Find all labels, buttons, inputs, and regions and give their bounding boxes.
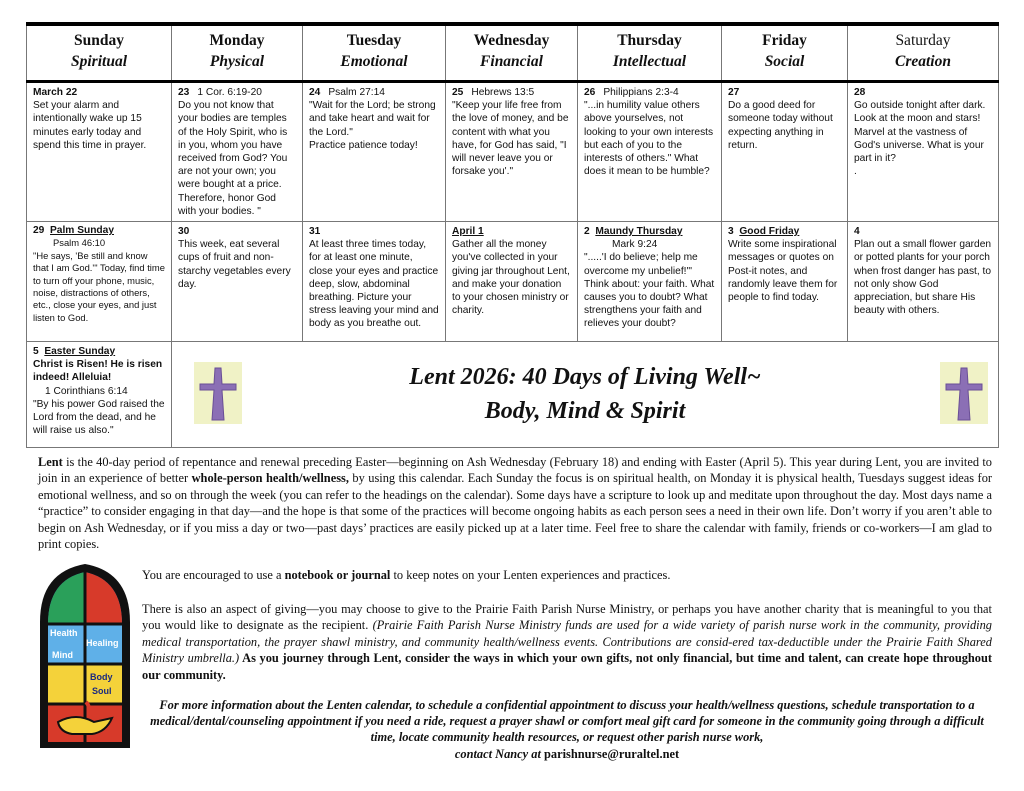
header-tuesday: Tuesday Emotional: [303, 24, 446, 82]
svg-text:Soul: Soul: [92, 686, 112, 696]
day-cell-4: 4 Plan out a small flower garden or potted plants for your porch when frost danger has past, to not only show God appreciation, but share His beauty with others.: [848, 222, 999, 342]
day-cell-23: 23 1 Cor. 6:19-20 Do you not know that your bodies are temples of the Holy Spirit, who is in you, whom you have received from God? You are not your own; you were bought at a price. Therefore, honor God with your bodies. ": [172, 82, 303, 222]
day-cell-24: 24 Psalm 27:14 "Wait for the Lord; be strong and take heart and wait for the Lord." Practice patience today!: [303, 82, 446, 222]
calendar-week-3: [27, 342, 999, 448]
lent-calendar: [26, 22, 999, 448]
day-cell-march-22: March 22 Set your alarm and intentionally wake up 15 minutes early today and spend this time in prayer.: [27, 82, 172, 222]
header-friday: Friday Social: [722, 24, 848, 82]
day-cell-30: 30 This week, eat several cups of fruit and non-starchy vegetables every day.: [172, 222, 303, 342]
contact-paragraph: For more information about the Lenten calendar, to schedule a confidential appointment to discuss your health/wellness questions, schedule transportation to a medical/dental/counseling appointment if you need a ride, request a prayer shawl or comfort meal gift card for someone in the community going through a difficult time, locate community health resources, or request other parish nurse work, contact Nancy at parishnurse@ruraltel.net: [150, 698, 984, 761]
day-cell-29: 29 Palm Sunday Psalm 46:10 "He says, 'Be still and know that I am God.'" Today, find time to turn off your phone, music, noise, distractions of others, etc., close your eyes, and just listen to God.: [27, 222, 172, 342]
svg-text:Healing: Healing: [86, 638, 119, 648]
day-cell-25: 25 Hebrews 13:5 "Keep your life free from the love of money, and be content with what you have, for God has said, "I will never leave you or forsake you'.": [446, 82, 578, 222]
banner-title: Lent 2026: 40 Days of Living Well~ Body, Mind & Spirit: [409, 364, 761, 425]
svg-text:Body: Body: [90, 672, 113, 682]
giving-paragraph: There is also an aspect of giving—you may choose to give to the Prairie Faith Parish Nurse Ministry, or perhaps you have another charity that is meaningful to you that you would like to designate as the recipient. (Prairie Faith Parish Nurse Ministry funds are used for a wide variety of parish nurse work in the community, providing medical transportation, the prayer shawl ministry, and community health/wellness events. Contributions are consid-ered tax-deductible under the Prairie Faith Shared Ministry umbrella.) As you journey through Lent, consider the ways in which your own gifts, not only financial, but time and talent, can create hope throughout our community.: [142, 602, 993, 682]
day-cell-april-1: April 1 Gather all the money you've collected in your giving jar throughout Lent, and make your donation to your chosen ministry or charity.: [446, 222, 578, 342]
header-monday: Monday Physical: [172, 24, 303, 82]
lent-banner: [172, 342, 999, 448]
day-cell-3: 3 Good Friday Write some inspirational messages or quotes on Post-it notes, and randomly leave them for people to find today.: [722, 222, 848, 342]
stained-glass-window-icon: [36, 562, 134, 750]
journal-paragraph: You are encouraged to use a notebook or journal to keep notes on your Lenten experiences and practices.: [142, 568, 671, 582]
day-cell-31: 31 At least three times today, for at least one minute, close your eyes and practice deep, slow, abdominal breathing. Picture your stress leaving your mind and body as you breathe out.: [303, 222, 446, 342]
day-cell-28: 28 Go outside tonight after dark. Look at the moon and stars! Marvel at the vastness of God's universe. What is your part in it? .: [848, 82, 999, 222]
day-cell-26: 26 Philippians 2:3-4 "...in humility value others above yourselves, not looking to your own interests but each of you to the interests of others." What does it mean to be humble?: [578, 82, 722, 222]
header-wednesday: Wednesday Financial: [446, 24, 578, 82]
day-cell-easter: 5 Easter Sunday Christ is Risen! He is risen indeed! Alleluia! 1 Corinthians 6:14 "By his power God raised the Lord from the dead, and he will raise us also.": [27, 342, 172, 448]
header-sunday: Sunday Spiritual: [27, 24, 172, 82]
calendar-header-row: [27, 24, 999, 82]
day-cell-2: 2 Maundy Thursday Mark 9:24 ".....'I do believe; help me overcome my unbelief!'" Think about: your faith. What causes you to doubt? What strengthens your faith and relieves your doubt?: [578, 222, 722, 342]
contact-email: parishnurse@ruraltel.net: [544, 746, 680, 761]
calendar-week-1: [27, 82, 999, 222]
svg-text:Health: Health: [50, 628, 78, 638]
header-saturday: Saturday Creation: [848, 24, 999, 82]
header-thursday: Thursday Intellectual: [578, 24, 722, 82]
cross-icon-right: [940, 362, 988, 424]
calendar-week-2: [27, 222, 999, 342]
svg-text:Mind: Mind: [52, 650, 73, 660]
day-cell-27: 27 Do a good deed for someone today without expecting anything in return.: [722, 82, 848, 222]
intro-paragraph: Lent is the 40-day period of repentance and renewal preceding Easter—beginning on Ash Wednesday (February 18) and ending with Easter (April 5). This year during Lent, you are invited to join in an experience of better whole-person health/wellness, by using this calendar. Each Sunday the focus is on spiritual health, on Monday it is physical health, Tuesdays suggest ideas for emotional wellness, and so on through the week (you can refer to the headings on the calendar). Some days have a scripture to look up and meditate upon throughout the day. Most days name a “practice” to consider engaging in that day—and the hope is that some of the practices will become ongoing habits as each person sees a need in their own life. Don’t worry if you aren’t able to begin on Ash Wednesday, or if you miss a day or two—past days’ practices are easily picked up at a later time. Feel free to share the calendar with family, friends or co-workers—I am glad to print copies.: [38, 455, 993, 552]
